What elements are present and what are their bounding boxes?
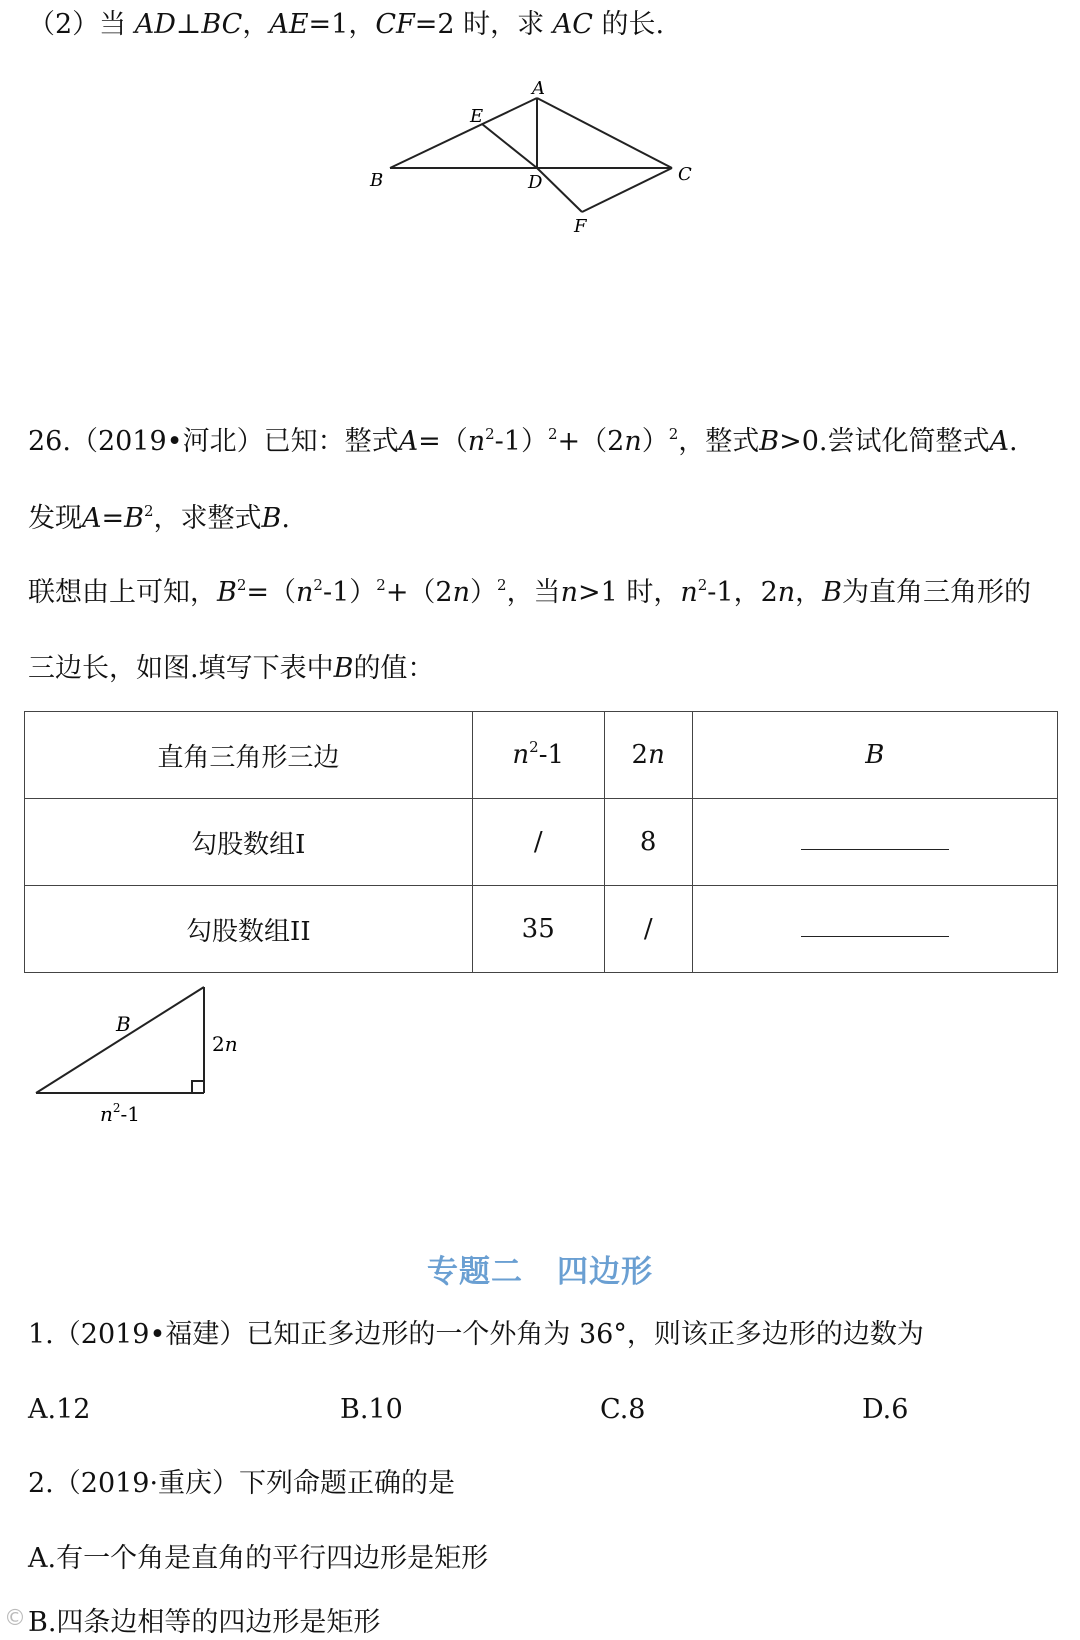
table-row xyxy=(25,799,1058,886)
question-26-line-4: 三边长，如图.填写下表中B的值： xyxy=(28,653,435,684)
right-angle-mark xyxy=(192,1081,204,1093)
table-cell: / xyxy=(604,886,692,973)
table-cell: 勾股数组I xyxy=(25,799,473,886)
condition-ad-perp-bc: AD⊥BC xyxy=(134,9,243,40)
option-b-text[interactable]: B.四条边相等的四边形是矩形 xyxy=(28,1607,381,1638)
question-26-line-2: 发现$A=B^2$，求整式B. xyxy=(28,502,290,534)
option-a-text[interactable]: A.有一个角是直角的平行四边形是矩形 xyxy=(28,1543,489,1574)
table-header-cell: 2n xyxy=(604,712,692,799)
table-header-row xyxy=(25,712,1058,799)
question-2-text: 2.（2019·重庆）下列命题正确的是 xyxy=(28,1468,456,1499)
answer-blank[interactable] xyxy=(801,835,949,850)
table-cell: 8 xyxy=(604,799,692,886)
table-cell xyxy=(692,799,1057,886)
option-c[interactable]: C.8 xyxy=(600,1394,646,1425)
label-a: A xyxy=(532,78,545,99)
watermark-logo: © xyxy=(4,1606,26,1631)
geometry-figure-1 xyxy=(360,80,690,250)
option-b[interactable]: B.10 xyxy=(340,1394,403,1425)
question-2-line: （2）当 AD⊥BC，AE=1，CF=2 时，求 AC 的长. xyxy=(28,9,665,40)
segment-ba xyxy=(390,98,537,168)
table-header-cell: B xyxy=(692,712,1057,799)
right-triangle-figure xyxy=(24,975,264,1135)
base-label: $n^2-1$ xyxy=(100,1101,141,1126)
segment-fc xyxy=(582,168,672,212)
table-header-cell: $n^2-1$ xyxy=(472,712,604,799)
section-title: 专题二 四边形 xyxy=(427,1254,653,1290)
table-cell xyxy=(692,886,1057,973)
segment-df xyxy=(537,168,582,212)
label-b: B xyxy=(370,170,384,191)
table-cell: / xyxy=(472,799,604,886)
table-row xyxy=(25,886,1058,973)
question-26-line-3: 联想由上可知，$B^2=(n^2-1)^2+(2n)^2$，当n>1 时，$n^2-1$，2n，B为直角三角形的 xyxy=(28,576,1031,608)
label-e: E xyxy=(470,106,484,127)
hypotenuse-label: B xyxy=(116,1012,131,1036)
pythagorean-table xyxy=(24,711,1058,973)
leg-label: 2n xyxy=(212,1032,238,1056)
table-header-cell: 直角三角形三边 xyxy=(25,712,473,799)
segment-ac xyxy=(537,98,672,168)
triangle-hypotenuse xyxy=(36,987,204,1093)
question-26-line-1: 26.（2019•河北）已知：整式$A=(n^2-1)^2+(2n)^2$，整式B>0.尝试化简整式A. xyxy=(28,425,1018,457)
question-1-text: 1.（2019•福建）已知正多边形的一个外角为 36°，则该正多边形的边数为 xyxy=(28,1319,924,1350)
label-d: D xyxy=(528,172,543,193)
option-d[interactable]: D.6 xyxy=(862,1394,909,1425)
table-cell: 35 xyxy=(472,886,604,973)
segment-ed xyxy=(482,124,537,168)
table-cell: 勾股数组II xyxy=(25,886,473,973)
answer-blank[interactable] xyxy=(801,922,949,937)
label-c: C xyxy=(678,164,692,185)
option-a[interactable]: A.12 xyxy=(28,1394,91,1425)
label-f: F xyxy=(574,216,587,237)
